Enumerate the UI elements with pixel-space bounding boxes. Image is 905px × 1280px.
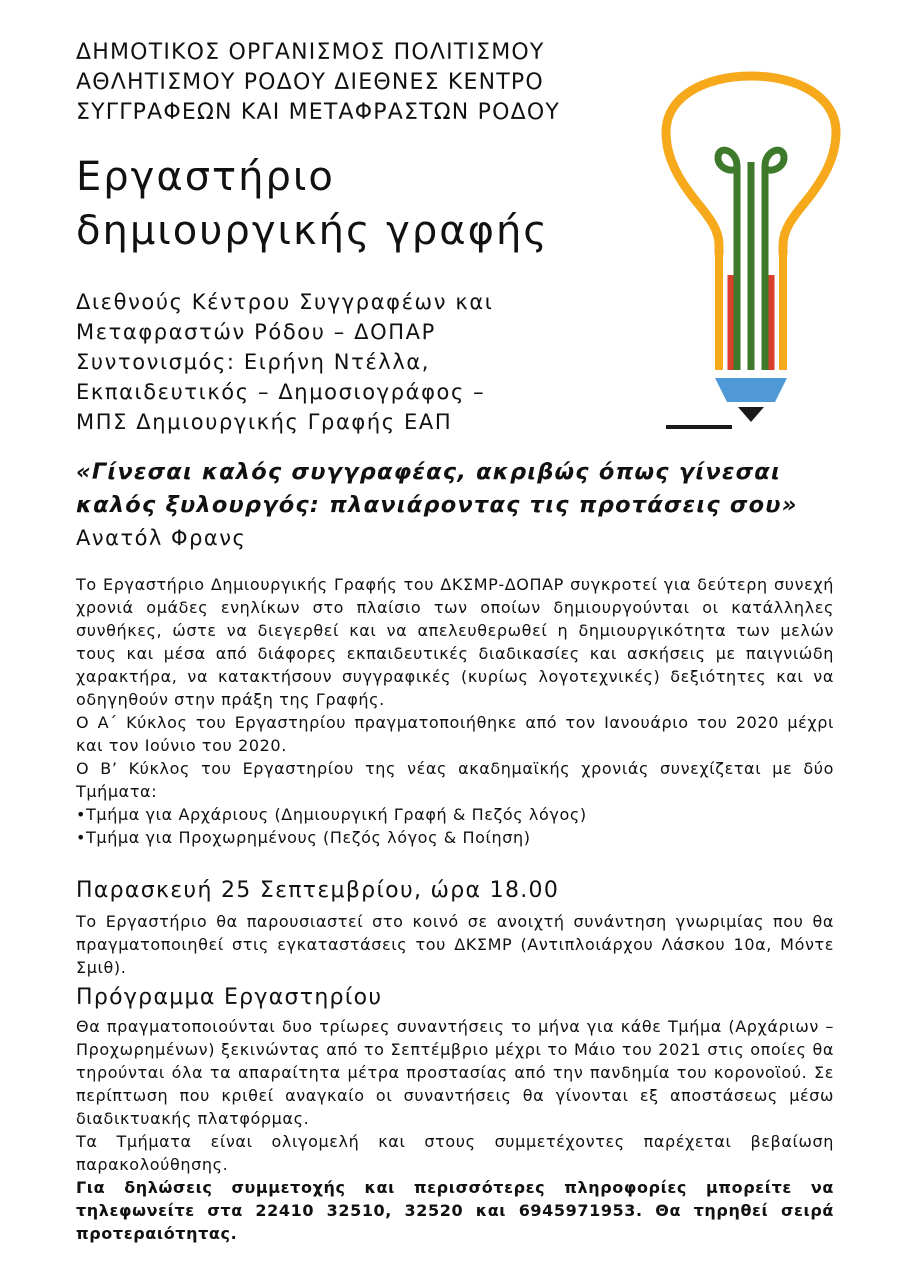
intro-section: [76, 573, 834, 849]
subtitle-line-2: Μεταφραστών Ρόδου – ΔΟΠΑΡ: [76, 320, 436, 344]
bullet-beginners: •Τμήμα για Αρχάριους (Δημιουργική Γραφή & Πεζός λόγος): [76, 805, 587, 824]
page-title: [76, 150, 549, 258]
subtitle-line-3: Συντονισμός: Ειρήνη Ντέλλα,: [76, 350, 431, 374]
organization-name: [76, 38, 636, 128]
cycle-a-text: Ο Α΄ Κύκλος του Εργαστηρίου πραγματοποιήθηκε από τον Ιανουάριο του 2020 μέχρι και τον Ιούνιο του 2020.: [76, 713, 834, 755]
program-section: [76, 1015, 834, 1245]
quote-author: Ανατόλ Φρανς: [76, 526, 247, 550]
event-text: Το Εργαστήριο θα παρουσιαστεί στο κοινό σε ανοιχτή συνάντηση γνωριμίας που θα πραγματοποιηθεί στις εγκαταστάσεις του ΔΚΣΜΡ (Αντιπλοιάρχου Λάσκου 10α, Μόντε Σμιθ).: [76, 912, 834, 977]
event-date-heading: Παρασκευή 25 Σεπτεμβρίου, ώρα 18.00: [76, 878, 560, 903]
org-line-2: ΑΘΛΗΤΙΣΜΟΥ ΡΟΔΟΥ ΔΙΕΘΝΕΣ ΚΕΝΤΡΟ: [76, 70, 544, 95]
subtitle-line-4: Εκπαιδευτικός – Δημοσιογράφος –: [76, 380, 486, 404]
org-line-3: ΣΥΓΓΡΑΦΕΩΝ ΚΑΙ ΜΕΤΑΦΡΑΣΤΩΝ ΡΟΔΟΥ: [76, 100, 560, 125]
program-text: Θα πραγματοποιούνται δυο τρίωρες συναντήσεις το μήνα για κάθε Τμήμα (Αρχάριων – Προχωρημένων) ξεκινώντας από το Σεπτέμβριο μέχρι το Μάιο του 2021 στις οποίες θα τηρούνται όλα τα απαραίτητα μέτρα προστασίας από την πανδημία του κορονοϊού. Σε περίπτωση που κριθεί αναγκαίο οι συναντήσεις θα γίνονται εξ αποστάσεως μέσω διαδικτυακής πλατφόρμας.: [76, 1017, 834, 1128]
contact-text: Για δηλώσεις συμμετοχής και περισσότερες πληροφορίες μπορείτε να τηλεφωνείτε στα 22410 32510, 32520 και 6945971953. Θα τηρηθεί σειρά προτεραιότητας.: [76, 1178, 834, 1243]
lightbulb-pencil-icon: [656, 70, 846, 440]
title-line-1: Εργαστήριο: [76, 154, 335, 200]
cycle-b-text: Ο Β’ Κύκλος του Εργαστηρίου της νέας ακαδημαϊκής χρονιάς συνεχίζεται με δύο Τμήματα:: [76, 759, 834, 801]
intro-paragraph: Το Εργαστήριο Δημιουργικής Γραφής του ΔΚΣΜΡ-ΔΟΠΑΡ συγκροτεί για δεύτερη συνεχή χρονιά ομάδες ενηλίκων στο πλαίσιο των οποίων δημιουργούνται οι κατάλληλες συνθήκες, ώστε να διεγερθεί και να απελευθερωθεί η δημιουργικότητα των μελών τους και μέσα από διάφορες εκπαιδευτικές διαδικασίες και ασκήσεις με παιγνιώδη χαρακτήρα, να κατακτήσουν συγγραφικές (κυρίως λογοτεχνικές) δεξιότητες και να οδηγηθούν στην πράξη της Γραφής.: [76, 575, 834, 709]
subtitle-block: [76, 287, 493, 437]
quote-line-1: «Γίνεσαι καλός συγγραφέας, ακριβώς όπως γίνεσαι: [76, 459, 781, 485]
org-line-1: ΔΗΜΟΤΙΚΟΣ ΟΡΓΑΝΙΣΜΟΣ ΠΟΛΙΤΙΣΜΟΥ: [76, 40, 545, 65]
quote-line-2: καλός ξυλουργός: πλανιάροντας τις προτάσεις σου»: [76, 492, 798, 518]
quote-block: [76, 456, 816, 555]
subtitle-line-5: ΜΠΣ Δημιουργικής Γραφής ΕΑΠ: [76, 410, 453, 434]
certificate-text: Τα Τμήματα είναι ολιγομελή και στους συμμετέχοντες παρέχεται βεβαίωση παρακολούθησης.: [76, 1132, 834, 1174]
program-heading: Πρόγραμμα Εργαστηρίου: [76, 985, 383, 1010]
event-section: [76, 910, 834, 979]
title-line-2: δημιουργικής γραφής: [76, 208, 549, 254]
subtitle-line-1: Διεθνούς Κέντρου Συγγραφέων και: [76, 290, 494, 314]
bullet-advanced: •Τμήμα για Προχωρημένους (Πεζός λόγος & Ποίηση): [76, 828, 531, 847]
